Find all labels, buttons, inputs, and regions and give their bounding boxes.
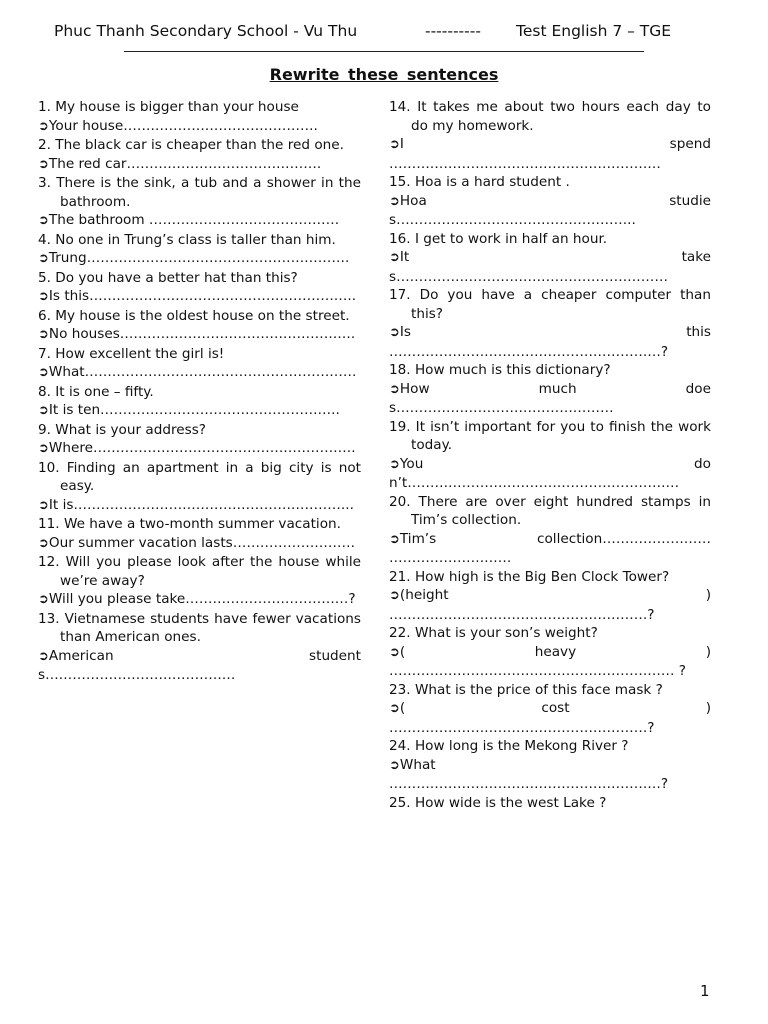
arrow-icon: ➲ bbox=[38, 327, 49, 342]
question-text: 10. Finding an apartment in a big city is not easy. bbox=[38, 459, 361, 494]
answer-prompt: No houses……………………………………………. bbox=[48, 326, 356, 342]
answer-line bbox=[38, 590, 361, 610]
answer-prompt: How much does………………………………………… bbox=[389, 380, 711, 416]
answer-line bbox=[38, 117, 361, 137]
answer-line bbox=[38, 155, 361, 175]
page-header bbox=[0, 22, 768, 44]
arrow-icon: ➲ bbox=[38, 403, 49, 418]
question-text: 25. How wide is the west Lake ? bbox=[389, 794, 607, 811]
arrow-icon: ➲ bbox=[38, 648, 49, 664]
question-text: 11. We have a two-month summer vacation. bbox=[38, 516, 341, 532]
answer-prompt: You don’t…………………………………………………… bbox=[389, 455, 711, 491]
answer-line bbox=[389, 248, 711, 286]
answer-line bbox=[38, 401, 361, 421]
answer-line bbox=[38, 363, 361, 383]
question-text: 6. My house is the oldest house on the street. bbox=[38, 307, 350, 324]
answer-prompt: Will you please take………………………………? bbox=[48, 591, 356, 607]
question-text: 9. What is your address? bbox=[38, 421, 207, 438]
header-divider bbox=[124, 51, 644, 52]
answer-line bbox=[389, 192, 711, 230]
answer-prompt: Where…………………………………………………. bbox=[48, 440, 356, 456]
header-dashes: ---------- bbox=[425, 22, 481, 40]
arrow-icon: ➲ bbox=[389, 644, 400, 660]
answer-prompt: Tim’s collection…………………… ……………………… bbox=[389, 530, 711, 566]
question-text: 8. It is one – fifty. bbox=[38, 383, 154, 400]
arrow-icon: ➲ bbox=[38, 118, 49, 134]
question-text: 7. How excellent the girl is! bbox=[38, 345, 225, 362]
arrow-icon: ➲ bbox=[389, 531, 400, 547]
question-text: 22. What is your son’s weight? bbox=[389, 625, 598, 641]
right-column bbox=[389, 98, 711, 812]
school-name: Phuc Thanh Secondary School - Vu Thu bbox=[54, 22, 358, 40]
arrow-icon: ➲ bbox=[38, 365, 49, 380]
answer-prompt: It takes…………………………………………………… bbox=[389, 249, 711, 285]
arrow-icon: ➲ bbox=[389, 193, 400, 209]
answer-line bbox=[389, 323, 711, 361]
answer-line bbox=[38, 249, 361, 269]
arrow-icon: ➲ bbox=[389, 137, 400, 152]
question-text: 23. What is the price of this face mask ? bbox=[389, 681, 663, 698]
answer-prompt: I spend …………………………………………………… bbox=[389, 136, 711, 172]
answer-prompt: The bathroom …………………………………… bbox=[48, 212, 340, 228]
answer-prompt: Our summer vacation lasts……………………… bbox=[48, 534, 356, 551]
answer-prompt: It is ten…………………………………………….. bbox=[48, 402, 340, 418]
arrow-icon: ➲ bbox=[389, 456, 400, 472]
question-text: 19. It isn’t important for you to finish the work today. bbox=[389, 418, 711, 453]
arrow-icon: ➲ bbox=[38, 592, 49, 607]
page-number: 1 bbox=[700, 982, 710, 1000]
arrow-icon: ➲ bbox=[389, 250, 400, 265]
answer-line bbox=[389, 643, 711, 681]
question-text: 12. Will you please look after the house while we’re away? bbox=[38, 554, 361, 589]
answer-prompt: (height ) …………………………………………………? bbox=[389, 587, 711, 623]
question-text: 16. I get to work in half an hour. bbox=[389, 230, 608, 247]
arrow-icon: ➲ bbox=[389, 588, 400, 603]
arrow-icon: ➲ bbox=[389, 325, 400, 340]
question-text: 3. There is the sink, a tub and a shower in the bathroom. bbox=[38, 175, 361, 210]
question-text: 21. How high is the Big Ben Clock Tower? bbox=[389, 568, 670, 585]
answer-line bbox=[38, 647, 361, 685]
arrow-icon: ➲ bbox=[38, 441, 49, 456]
answer-line bbox=[38, 211, 361, 231]
question-text: 17. Do you have a cheaper computer than this? bbox=[389, 287, 711, 322]
answer-line bbox=[38, 496, 361, 516]
question-text: 5. Do you have a better hat than this? bbox=[38, 269, 298, 286]
arrow-icon: ➲ bbox=[389, 381, 400, 397]
answer-line bbox=[389, 380, 711, 418]
answer-line bbox=[389, 455, 711, 493]
page-title: Rewrite these sentences bbox=[269, 65, 499, 84]
answer-line bbox=[389, 756, 711, 794]
answer-prompt: Trung…………………………………………………. bbox=[48, 250, 350, 266]
arrow-icon: ➲ bbox=[38, 497, 49, 513]
question-text: 13. Vietnamese students have fewer vacations than American ones. bbox=[38, 610, 361, 645]
arrow-icon: ➲ bbox=[38, 535, 49, 551]
answer-prompt: Hoa studies…………………………………………….. bbox=[389, 192, 711, 228]
arrow-icon: ➲ bbox=[38, 156, 49, 172]
answer-prompt: Is this ……………………………………………………? bbox=[389, 324, 711, 360]
answer-line bbox=[389, 135, 711, 173]
answer-prompt: What…………………………………………………… bbox=[48, 364, 357, 380]
question-text: 1. My house is bigger than your house bbox=[38, 99, 299, 115]
question-text: 4. No one in Trung’s class is taller than him. bbox=[38, 231, 336, 248]
answer-line bbox=[389, 586, 711, 624]
answer-prompt: It is…………………………………………………….. bbox=[48, 496, 354, 513]
answer-prompt: Is this………………………………………………….. bbox=[48, 288, 357, 304]
answer-prompt: The red car……………………………………. bbox=[48, 155, 322, 172]
answer-line bbox=[389, 530, 711, 568]
arrow-icon: ➲ bbox=[38, 289, 49, 304]
arrow-icon: ➲ bbox=[38, 251, 49, 266]
answer-line bbox=[389, 699, 711, 737]
arrow-icon: ➲ bbox=[389, 757, 400, 773]
question-text: 15. Hoa is a hard student . bbox=[389, 174, 570, 190]
answer-prompt: American students…………………………………… bbox=[38, 647, 361, 683]
answer-prompt: ( heavy ) ……………………………………………………… ? bbox=[389, 643, 711, 679]
answer-line bbox=[38, 534, 361, 554]
question-text: 14. It takes me about two hours each day to do my homework. bbox=[389, 99, 711, 134]
question-text: 24. How long is the Mekong River ? bbox=[389, 738, 629, 754]
answer-line bbox=[38, 439, 361, 459]
answer-line bbox=[38, 325, 361, 345]
question-text: 20. There are over eight hundred stamps in Tim’s collection. bbox=[389, 493, 711, 528]
test-name: Test English 7 – TGE bbox=[516, 22, 672, 40]
question-text: 18. How much is this dictionary? bbox=[389, 362, 611, 378]
left-column bbox=[38, 98, 361, 685]
arrow-icon: ➲ bbox=[38, 213, 49, 228]
answer-prompt: Your house……………………………………. bbox=[48, 117, 318, 134]
answer-prompt: ( cost ) …………………………………………………? bbox=[389, 700, 711, 736]
answer-prompt: What ……………………………………………………? bbox=[389, 756, 669, 792]
question-text: 2. The black car is cheaper than the red one. bbox=[38, 137, 344, 153]
answer-line bbox=[38, 287, 361, 307]
arrow-icon: ➲ bbox=[389, 701, 400, 716]
